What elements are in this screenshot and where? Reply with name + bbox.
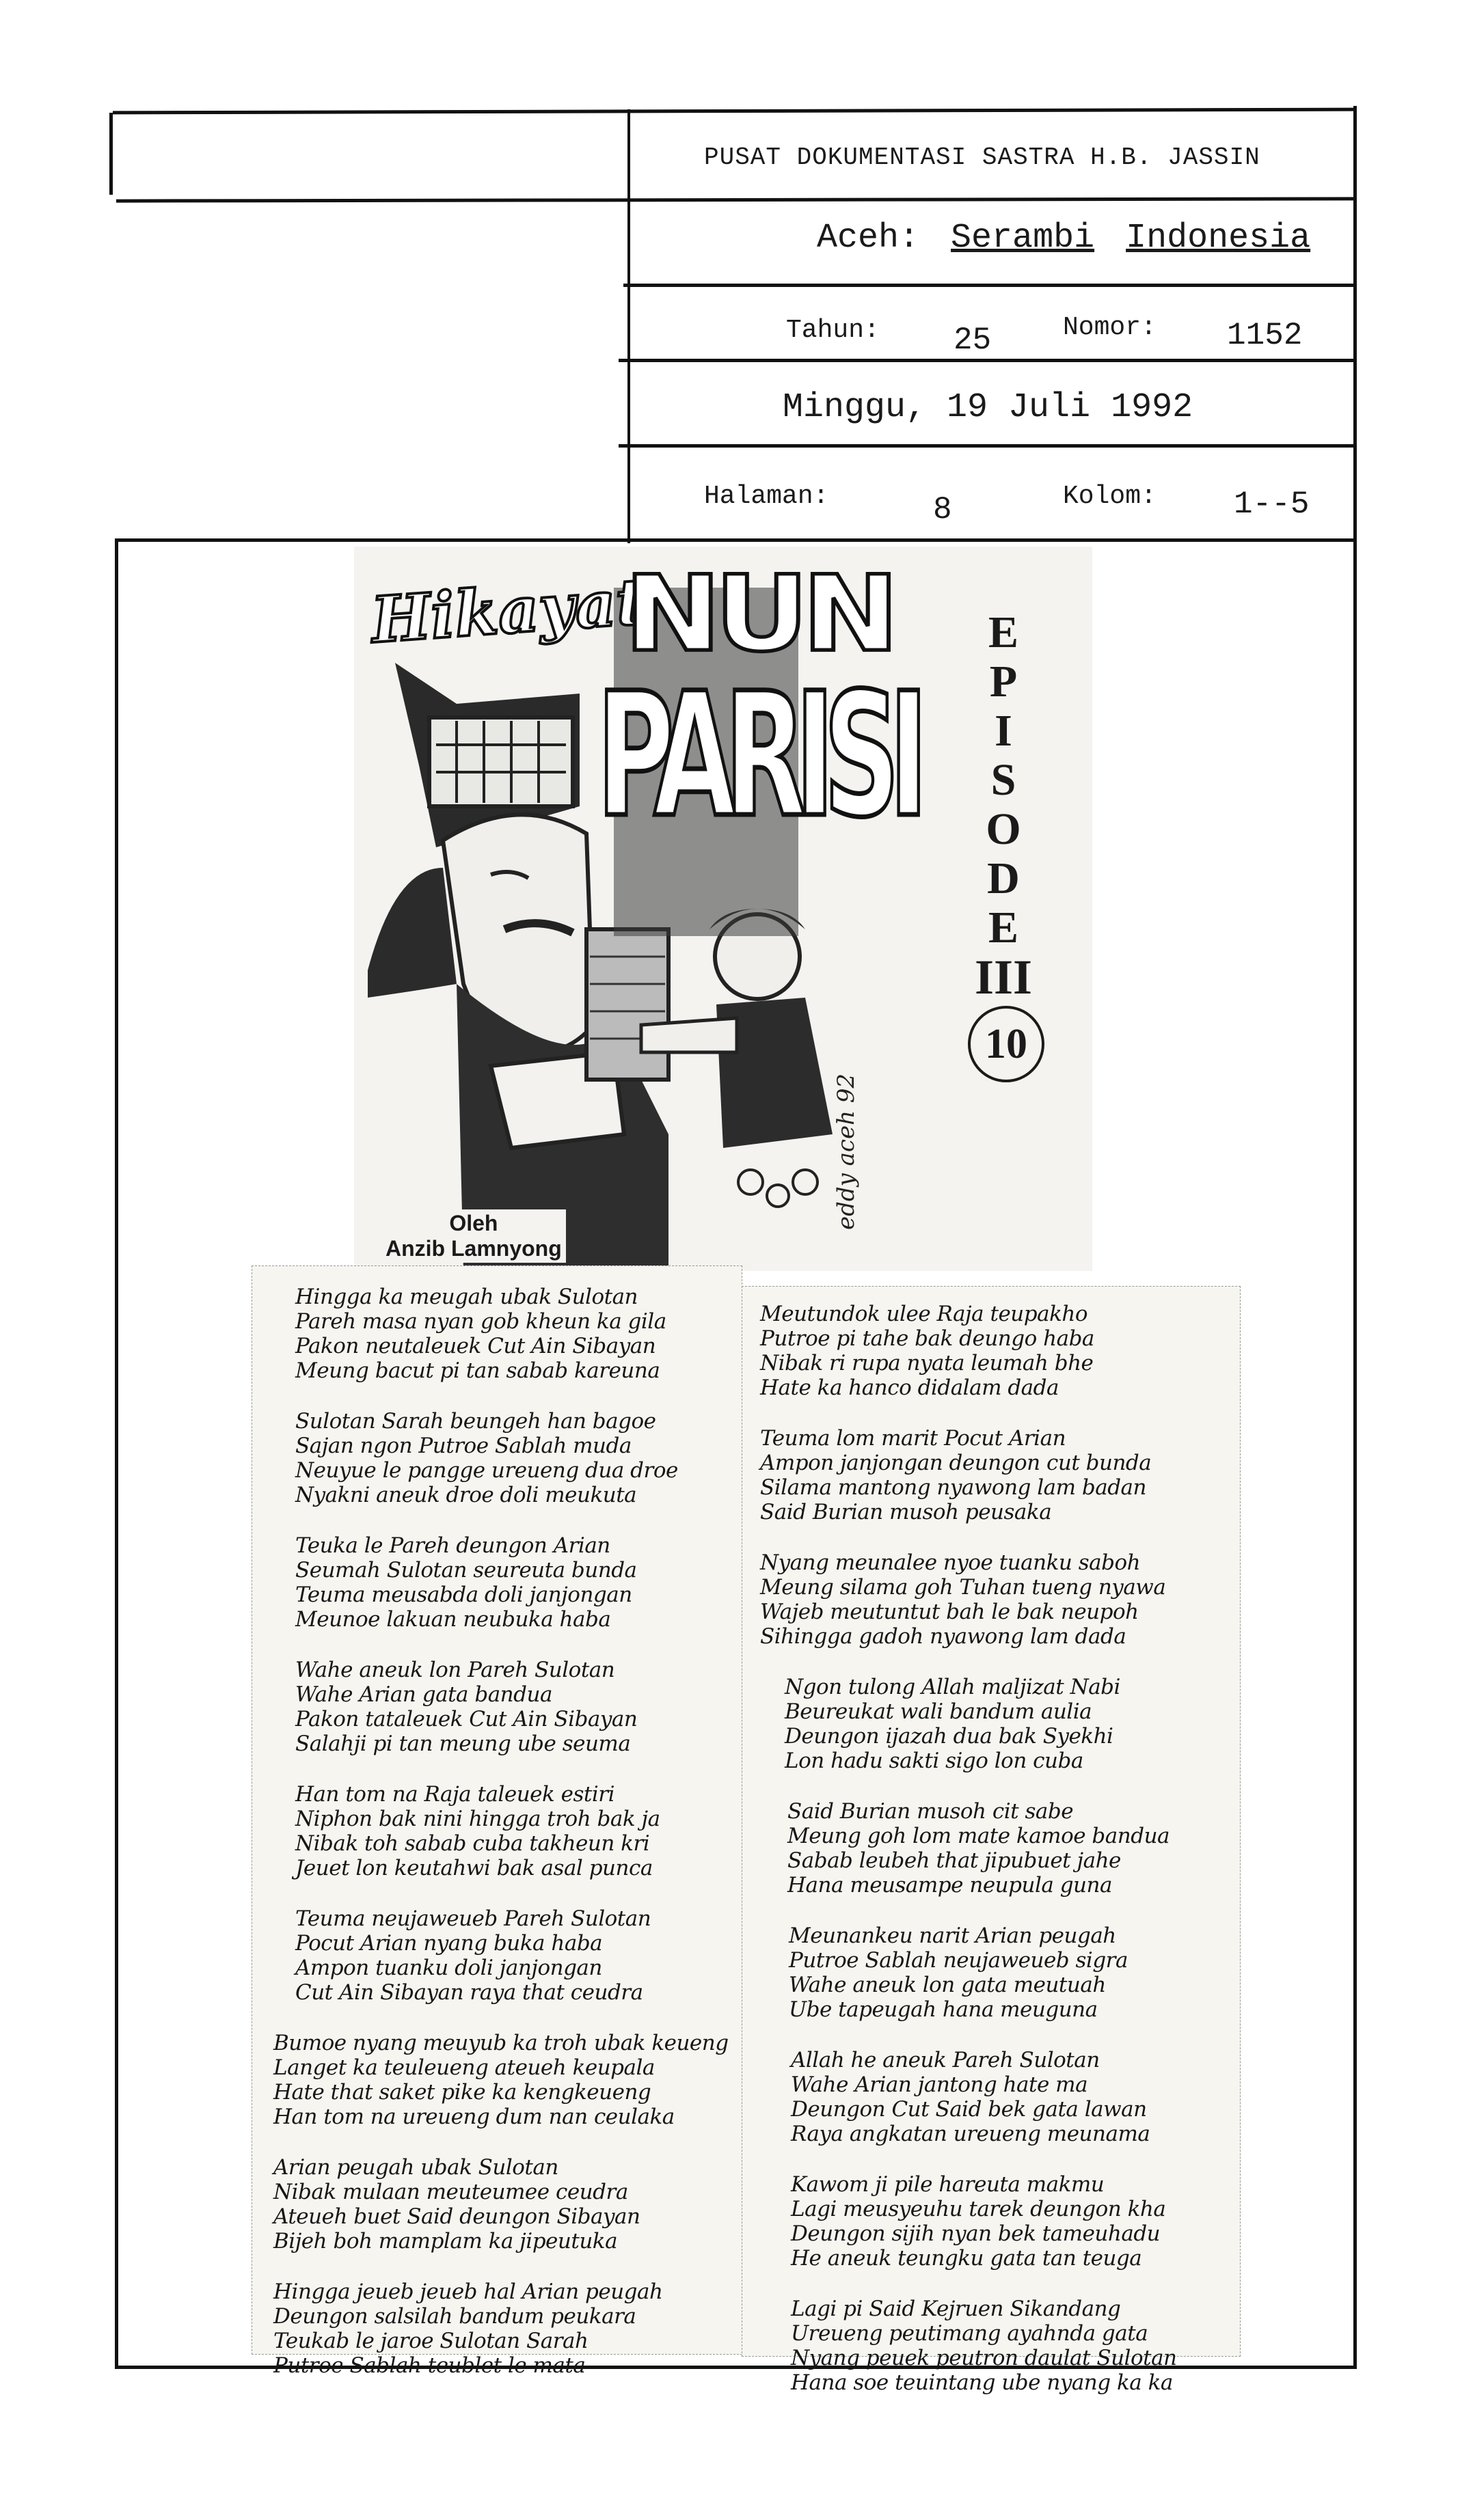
episode-letter: O <box>986 804 1021 854</box>
verse-line: Hana meusampe neupula guna <box>787 1873 1112 1898</box>
stanza <box>295 1285 729 1383</box>
episode-letter: I <box>995 706 1012 756</box>
verse-line: Ureueng peutimang ayahnda gata <box>791 2321 1148 2346</box>
verse-line: Cut Ain Sibayan raya that ceudra <box>295 1980 643 2005</box>
verse-line: Seumah Sulotan seureuta bunda <box>295 1558 637 1583</box>
frame-left-top <box>109 113 113 195</box>
verse-line: Meunoe lakuan neubuka haba <box>295 1607 611 1632</box>
verse-line: Deungon Cut Said bek gata lawan <box>791 2097 1147 2122</box>
stanza <box>295 1906 729 2005</box>
verse-line: Wahe aneuk lon Pareh Sulotan <box>295 1658 615 1682</box>
episode-letter: E <box>988 607 1019 657</box>
verse-line: Beureukat wali bandum aulia <box>785 1699 1092 1724</box>
poem-column-left <box>273 1285 729 2404</box>
episode-letter: E <box>988 903 1019 953</box>
verse-line: Lagi meusyeuhu tarek deungon kha <box>791 2197 1166 2221</box>
verse-line: Said Burian musoh peusaka <box>760 1500 1052 1524</box>
verse-line: Wahe Arian gata bandua <box>295 1682 552 1707</box>
stanza <box>295 1782 729 1880</box>
title-parisi: PARISI <box>597 656 917 855</box>
issue-date: Minggu, 19 Juli 1992 <box>783 388 1193 427</box>
header-line-4 <box>619 359 1357 362</box>
verse-line: Putroe Sablah teublet le mata <box>273 2353 586 2378</box>
hikayat-illustration <box>354 547 1092 1271</box>
verse-line: Lon hadu sakti sigo lon cuba <box>785 1749 1083 1773</box>
verse-line: Ngon tulong Allah maljizat Nabi <box>785 1675 1120 1699</box>
verse-line: Meunankeu narit Arian peugah <box>789 1923 1116 1948</box>
title-script-hikayat: Hikayat <box>368 564 648 657</box>
verse-line: Putroe Sablah neujaweueb sigra <box>789 1948 1128 1973</box>
verse-line: Hate ka hanco didalam dada <box>760 1375 1059 1400</box>
verse-line: Silama mantong nyawong lam badan <box>760 1475 1146 1500</box>
verse-line: Bijeh boh mamplam ka jipeutuka <box>273 2229 618 2254</box>
stanza <box>791 2297 1177 2395</box>
verse-line: Han tom na ureueng dum nan ceulaka <box>273 2105 675 2129</box>
nomor-label: Nomor: <box>1063 313 1157 342</box>
verse-line: Meung goh lom mate kamoe bandua <box>787 1824 1170 1848</box>
verse-line: Bumoe nyang meuyub ka troh ubak keueng <box>273 2031 729 2055</box>
stanza <box>295 1658 729 1756</box>
stanza <box>273 2279 729 2378</box>
halaman-label: Halaman: <box>704 482 829 511</box>
verse-line: Meung bacut pi tan sabab kareuna <box>295 1358 660 1383</box>
episode-roman: III <box>974 950 1033 1004</box>
tahun-label: Tahun: <box>786 316 880 345</box>
stanza <box>760 1550 1177 1649</box>
verse-line: Nibak mulaan meuteumee ceudra <box>273 2180 628 2204</box>
kolom-label: Kolom: <box>1063 482 1157 511</box>
byline <box>381 1209 566 1263</box>
verse-line: Sihingga gadoh nyawong lam dada <box>760 1624 1126 1649</box>
stanza <box>295 1533 729 1632</box>
verse-line: Wahe Arian jantong hate ma <box>791 2072 1088 2097</box>
verse-line: Kawom ji pile hareuta makmu <box>791 2172 1105 2197</box>
stanza <box>789 1923 1177 2022</box>
verse-line: Wahe aneuk lon gata meutuah <box>789 1973 1106 1997</box>
stanza <box>760 1302 1177 1400</box>
verse-line: Allah he aneuk Pareh Sulotan <box>791 2048 1100 2072</box>
verse-line: Sulotan Sarah beungeh han bagoe <box>295 1409 656 1434</box>
verse-line: Nyang meunalee nyoe tuanku saboh <box>760 1550 1141 1575</box>
verse-line: Ampon tuanku doli janjongan <box>295 1956 602 1980</box>
verse-line: Arian peugah ubak Sulotan <box>273 2155 558 2180</box>
verse-line: Hana soe teuintang ube nyang ka ka <box>791 2370 1173 2395</box>
institution-title: PUSAT DOKUMENTASI SASTRA H.B. JASSIN <box>704 143 1260 172</box>
verse-line: Nibak toh sabab cuba takheun kri <box>295 1831 650 1856</box>
artist-signature: eddy aceh 92 <box>833 1073 860 1230</box>
verse-line: Lagi pi Said Kejruen Sikandang <box>791 2297 1121 2321</box>
verse-line: Ube tapeugah hana meuguna <box>789 1997 1098 2022</box>
verse-line: Teuma lom marit Pocut Arian <box>760 1426 1066 1451</box>
verse-line: Hate that saket pike ka kengkeueng <box>273 2080 651 2105</box>
byline-label: Oleh <box>449 1211 498 1235</box>
episode-number-badge: 10 <box>968 1006 1044 1082</box>
verse-line: Deungon ijazah dua bak Syekhi <box>785 1724 1113 1749</box>
verse-line: Raya angkatan ureueng meunama <box>791 2122 1150 2146</box>
verse-line: Wajeb meutuntut bah le bak neupoh <box>760 1600 1139 1624</box>
kolom-value: 1--5 <box>1234 487 1310 522</box>
stanza <box>273 2031 729 2129</box>
episode-letter: D <box>987 853 1020 903</box>
header-line-2 <box>116 197 1357 202</box>
nomor-value: 1152 <box>1227 318 1303 353</box>
verse-line: Jeuet lon keutahwi bak asal punca <box>295 1856 653 1880</box>
author-name: Anzib Lamnyong <box>386 1236 562 1261</box>
tahun-value: 25 <box>954 323 992 358</box>
verse-line: Teuka le Pareh deungon Arian <box>295 1533 610 1558</box>
stanza <box>295 1409 729 1507</box>
header-line-6 <box>115 538 1357 542</box>
verse-line: Pakon tataleuek Cut Ain Sibayan <box>295 1707 638 1731</box>
halaman-value: 8 <box>933 492 952 528</box>
verse-line: Hingga ka meugah ubak Sulotan <box>295 1285 638 1309</box>
verse-line: Teuma neujaweueb Pareh Sulotan <box>295 1906 651 1931</box>
verse-line: Pakon neutaleuek Cut Ain Sibayan <box>295 1334 656 1358</box>
verse-line: Sabab leubeh that jipubuet jahe <box>787 1848 1121 1873</box>
frame-left <box>115 540 118 2368</box>
verse-line: Meutundok ulee Raja teupakho <box>760 1302 1088 1326</box>
verse-line: He aneuk teungku gata tan teuga <box>791 2246 1142 2271</box>
verse-line: Niphon bak nini hingga troh bak ja <box>295 1807 660 1831</box>
stanza <box>787 1799 1177 1898</box>
stanza <box>273 2155 729 2254</box>
header-line-5 <box>619 444 1357 448</box>
verse-line: Sajan ngon Putroe Sablah muda <box>295 1434 632 1458</box>
publication-name-2: Indonesia <box>1126 219 1311 258</box>
publication-line <box>817 219 1310 258</box>
header-line-3 <box>623 284 1357 287</box>
verse-line: Deungon sijih nyan bek tameuhadu <box>791 2221 1161 2246</box>
verse-line: Ampon janjongan deungon cut bunda <box>760 1451 1152 1475</box>
frame-divider-vertical <box>627 109 630 543</box>
verse-line: Salahji pi tan meung ube seuma <box>295 1731 631 1756</box>
verse-line: Meung silama goh Tuhan tueng nyawa <box>760 1575 1166 1600</box>
episode-label <box>973 608 1034 1082</box>
verse-line: Teuma meusabda doli janjongan <box>295 1583 632 1607</box>
header-line-1 <box>113 108 1357 115</box>
stanza <box>760 1426 1177 1524</box>
episode-letter: P <box>989 657 1018 707</box>
verse-line: Neuyue le pangge ureueng dua droe <box>295 1458 678 1483</box>
region-label: Aceh: <box>817 219 920 258</box>
publication-name-1: Serambi <box>951 219 1095 258</box>
verse-line: Hingga jeueb jeueb hal Arian peugah <box>273 2279 663 2304</box>
verse-line: Pareh masa nyan gob kheun ka gila <box>295 1309 666 1334</box>
verse-line: Putroe pi tahe bak deungo haba <box>760 1326 1094 1351</box>
verse-line: Ateueh buet Said deungon Sibayan <box>273 2204 640 2229</box>
stanza <box>791 2172 1177 2271</box>
verse-line: Deungon salsilah bandum peukara <box>273 2304 636 2329</box>
verse-line: Nyang peuek peutron daulat Sulotan <box>791 2346 1177 2370</box>
stanza <box>791 2048 1177 2146</box>
verse-line: Said Burian musoh cit sabe <box>787 1799 1074 1824</box>
episode-letter: S <box>990 755 1016 805</box>
verse-line: Langet ka teuleueng ateueh keupala <box>273 2055 655 2080</box>
verse-line: Teukab le jaroe Sulotan Sarah <box>273 2329 589 2353</box>
stanza <box>785 1675 1177 1773</box>
title-nun: NUN <box>624 553 893 676</box>
verse-line: Nibak ri rupa nyata leumah bhe <box>760 1351 1094 1375</box>
verse-line: Nyakni aneuk droe doli meukuta <box>295 1483 637 1507</box>
verse-line: Pocut Arian nyang buka haba <box>295 1931 603 1956</box>
verse-line: Han tom na Raja taleuek estiri <box>295 1782 614 1807</box>
poem-column-right <box>760 1302 1177 2421</box>
